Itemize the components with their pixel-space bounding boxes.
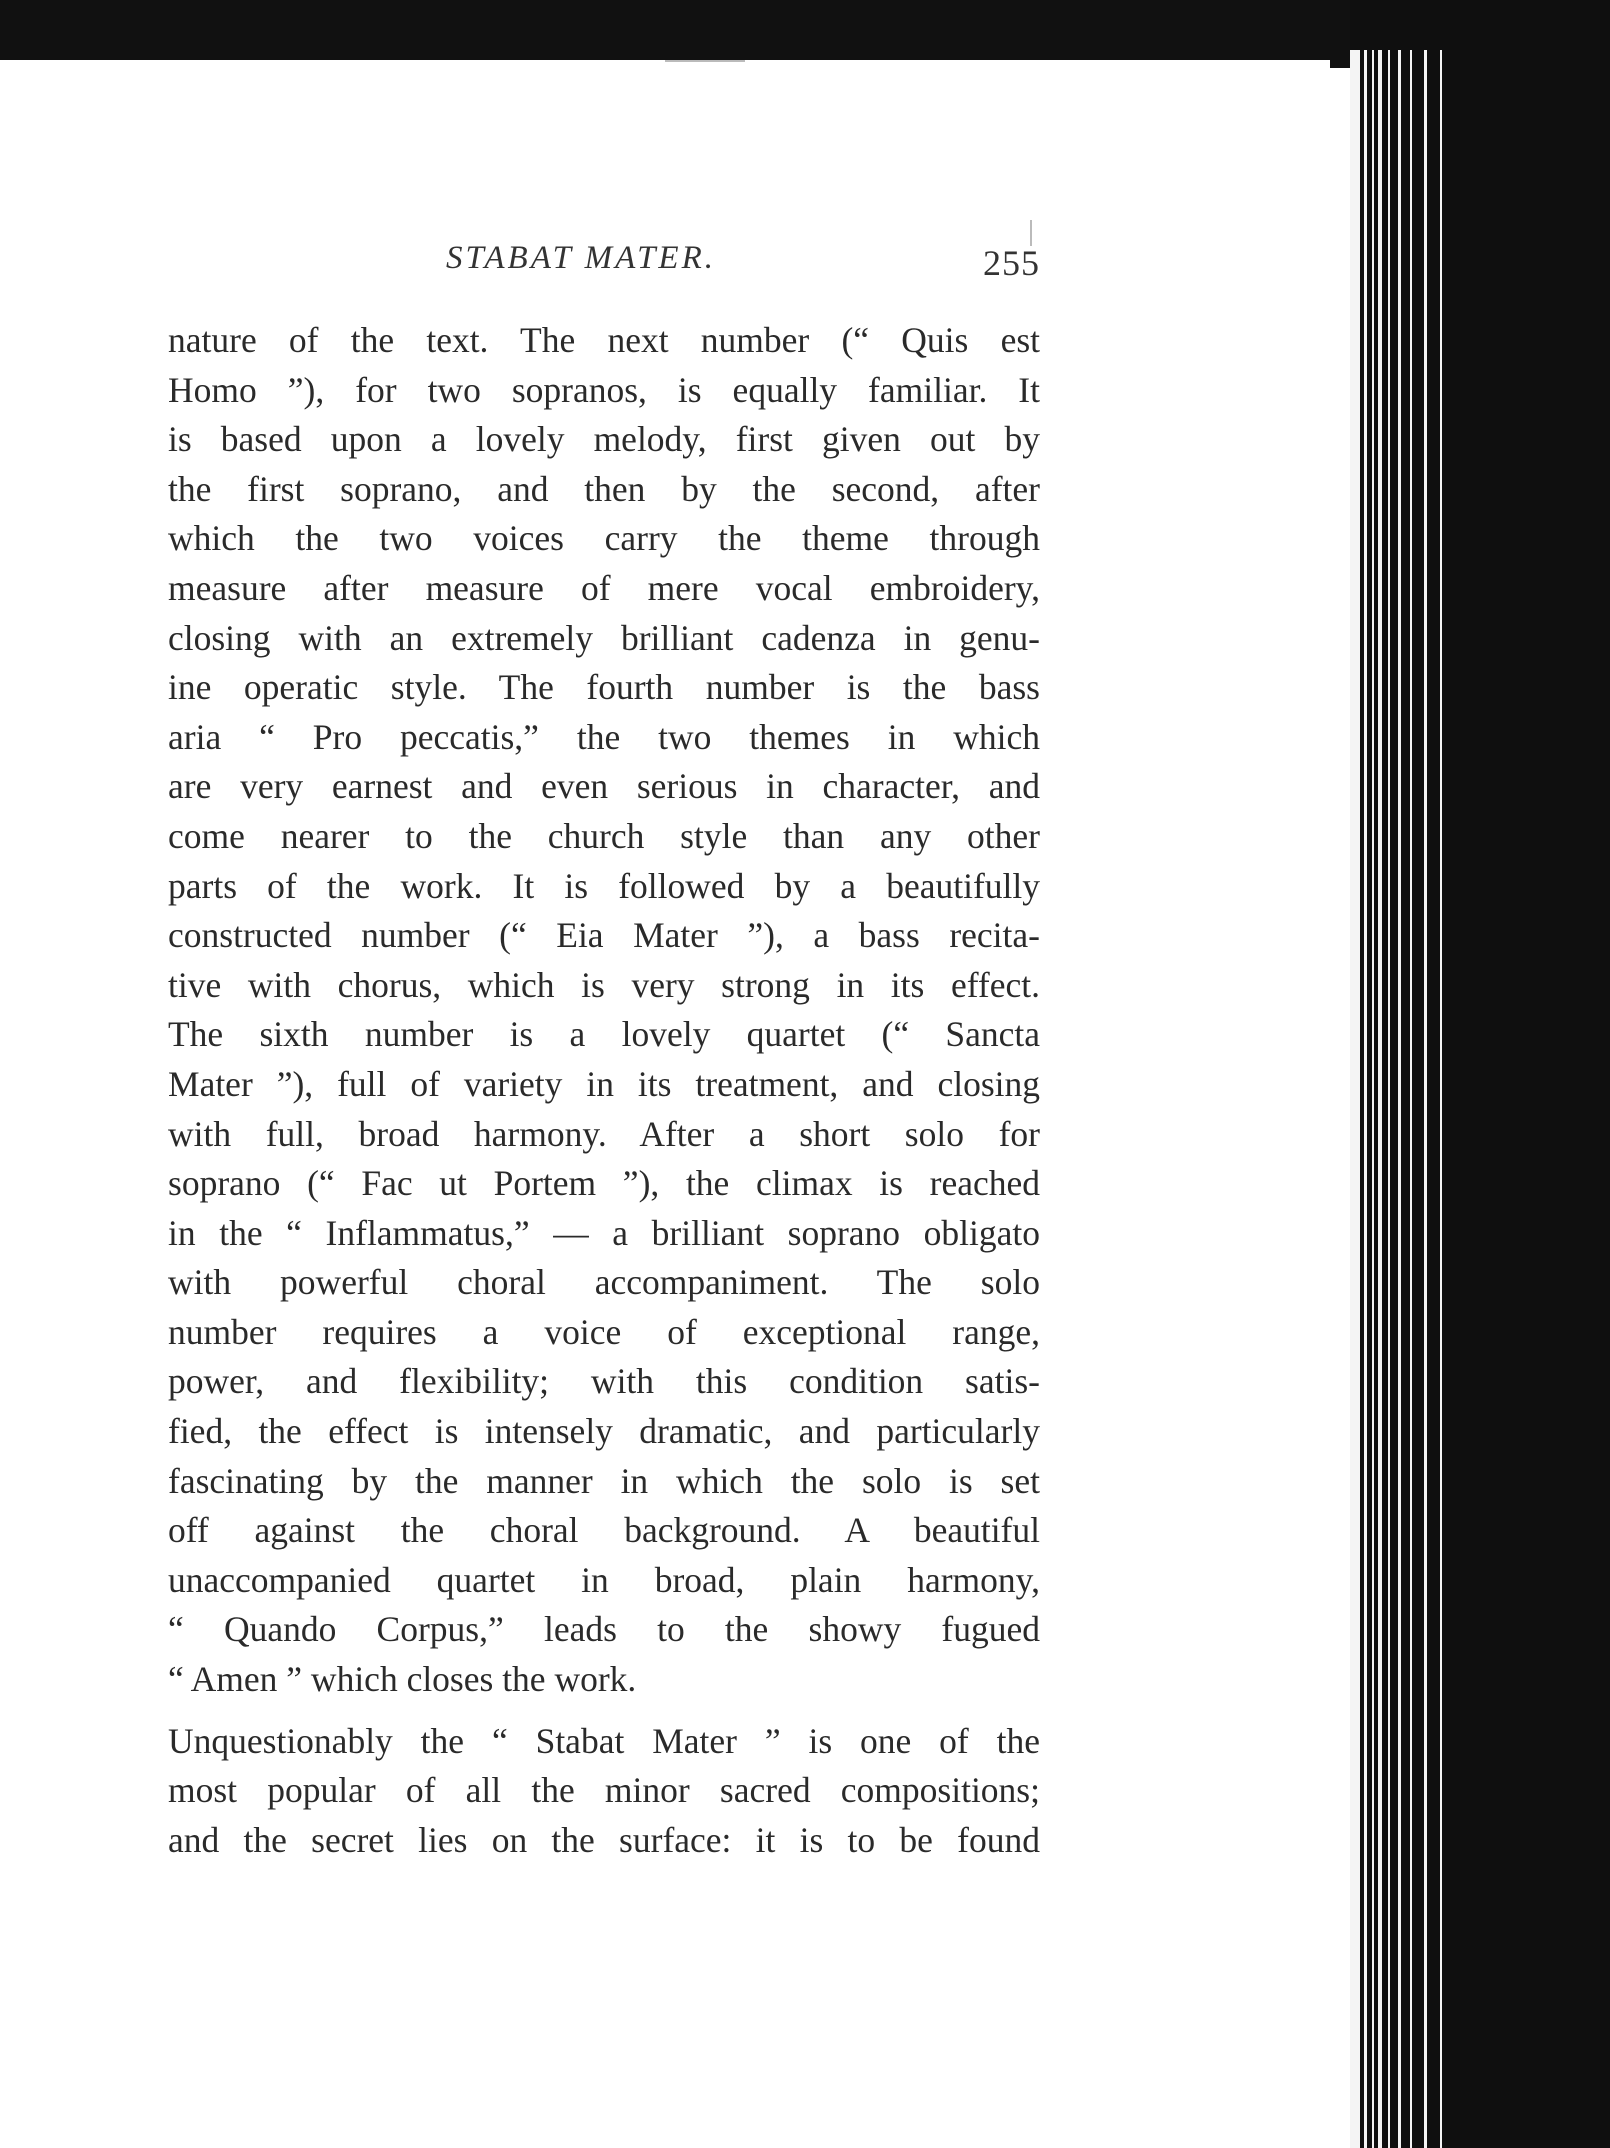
scan-speck [665,60,745,62]
text-line: closing with an extremely brilliant cadenza in genu- [168,617,1040,658]
page-header [168,232,1040,292]
text-line: most popular of all the minor sacred compositions; [168,1770,1040,1811]
text-line: The sixth number is a lovely quartet (“ Sancta [168,1014,1040,1055]
text-line: is based upon a lovely melody, first given out by [168,419,1040,460]
text-line: unaccompanied quartet in broad, plain harmony, [168,1559,1040,1600]
text-line: parts of the work. It is followed by a beautifully [168,865,1040,906]
text-line: the first soprano, and then by the second, after [168,468,1040,509]
spine-page-edge [1350,50,1360,2148]
text-line: are very earnest and even serious in character, and [168,766,1040,807]
text-line: Homo ”), for two sopranos, is equally familiar. It [168,369,1040,410]
text-line: ine operatic style. The fourth number is the bass [168,667,1040,708]
paragraph-1 [168,316,1040,1705]
paragraph-2 [168,1717,1040,1866]
text-line: Mater ”), full of variety in its treatment, and closing [168,1063,1040,1104]
spine-page-edge [1372,50,1374,2148]
spine-page-edge [1388,50,1390,2148]
text-line: soprano (“ Fac ut Portem ”), the climax is reached [168,1163,1040,1204]
spine-page-edge [1424,50,1427,2148]
spine-page-edge [1364,50,1367,2148]
text-line: Unquestionably the “ Stabat Mater ” is one of the [168,1720,1040,1761]
text-line: tive with chorus, which is very strong in its effect. [168,964,1040,1005]
book-spine-edge [1350,0,1610,2148]
text-line: in the “ Inflammatus,” — a brilliant soprano obligato [168,1212,1040,1253]
text-line: “ Quando Corpus,” leads to the showy fugued [168,1609,1040,1650]
text-line: fied, the effect is intensely dramatic, and particularly [168,1411,1040,1452]
spine-page-edge [1440,50,1442,2148]
text-line: power, and flexibility; with this condition satis- [168,1361,1040,1402]
paragraph-gap [168,1705,1040,1717]
text-line: “ Amen ” which closes the work. [168,1659,637,1700]
text-line: with powerful choral accompaniment. The solo [168,1262,1040,1303]
spine-page-edge [1378,50,1382,2148]
text-line: number requires a voice of exceptional range, [168,1311,1040,1352]
text-line: aria “ Pro peccatis,” the two themes in which [168,716,1040,757]
text-line: constructed number (“ Eia Mater ”), a bass recita- [168,915,1040,956]
text-line: with full, broad harmony. After a short solo for [168,1113,1040,1154]
spine-page-edge [1410,50,1412,2148]
text-line: fascinating by the manner in which the solo is set [168,1460,1040,1501]
spine-page-edge [1398,50,1401,2148]
text-line: nature of the text. The next number (“ Quis est [168,320,1040,360]
text-line: off against the choral background. A beautiful [168,1510,1040,1551]
text-line: which the two voices carry the theme through [168,518,1040,559]
page-number: 255 [983,243,1040,283]
text-line: and the secret lies on the surface: it is to be found [168,1819,1040,1860]
body-text [168,316,1040,1865]
running-title: STABAT MATER. [446,240,716,276]
text-line: come nearer to the church style than any other [168,815,1040,856]
text-line: measure after measure of mere vocal embroidery, [168,567,1040,608]
